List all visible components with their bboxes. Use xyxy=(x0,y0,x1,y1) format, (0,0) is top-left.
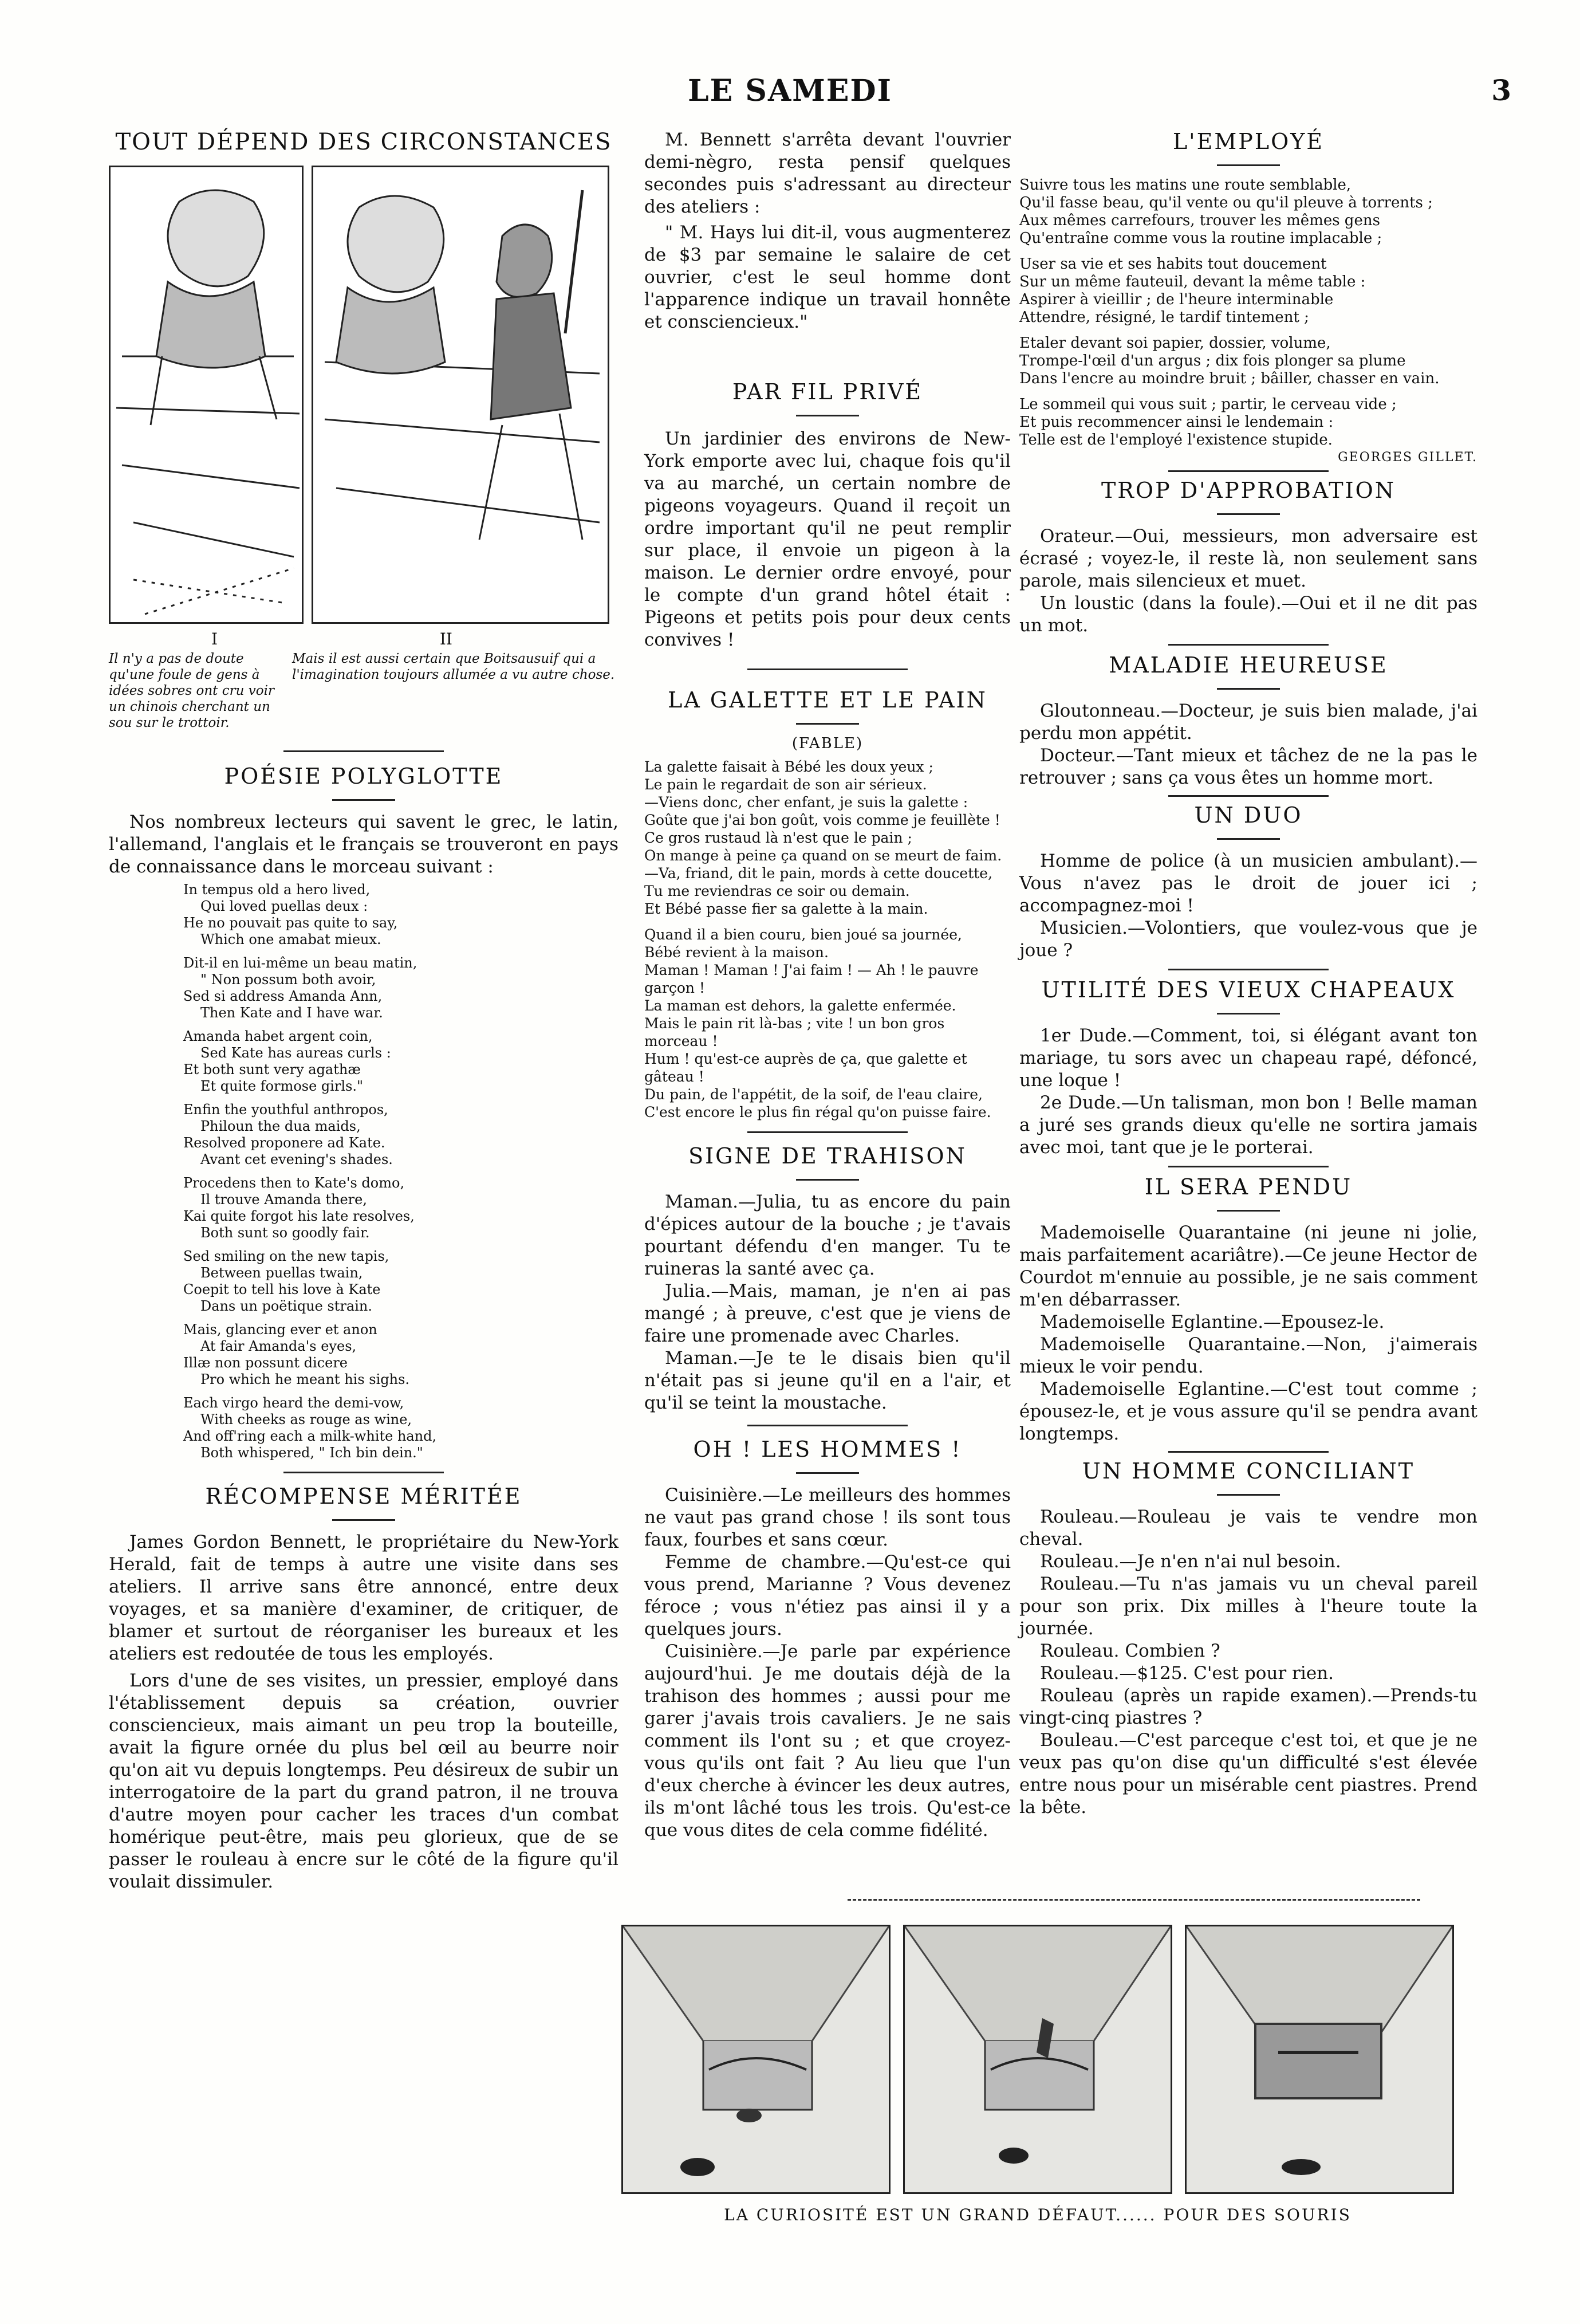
poem-line: Avant cet evening's shades. xyxy=(200,1151,393,1167)
divider xyxy=(747,1131,908,1133)
dialogue-line: Rouleau. Combien ? xyxy=(1040,1641,1220,1661)
divider xyxy=(1168,1451,1329,1453)
verse-line: Hum ! qu'est-ce auprès de ça, que galette et gâteau ! xyxy=(644,1051,967,1085)
poem-line: Coepit to tell his love à Kate xyxy=(183,1281,381,1297)
poem-line: Then Kate and I have war. xyxy=(200,1005,383,1021)
verse-line: Trompe-l'œil d'un argus ; dix fois plonger sa plume xyxy=(1019,352,1406,369)
pendu-paragraph: Mademoiselle Quarantaine (ni jeune ni jolie, mais parfaitement acariâtre).—Ce jeune Hector de Courdot m'ennuie au possible, je ne sais comment m'en débarrasser. xyxy=(1019,1222,1477,1310)
divider xyxy=(1217,688,1280,690)
poem-line: He no pouvait pas quite to say, xyxy=(183,915,398,931)
verse-line: Etaler devant soi papier, dossier, volume, xyxy=(1019,335,1331,352)
dialogue-line: Rouleau.—Tu n'as jamais vu un cheval pareil pour son prix. Dix milles à l'heure toute la journée. xyxy=(1019,1574,1477,1639)
poem-line: Et quite formose girls." xyxy=(200,1078,364,1094)
poem-line: Philoun the dua maids, xyxy=(200,1118,361,1134)
poem-line: Enfin the youthful anthropos, xyxy=(183,1102,388,1118)
maladie-paragraph: Gloutonneau.—Docteur, je suis bien malade, j'ai perdu mon appétit. xyxy=(1019,701,1477,744)
cartoon-panels xyxy=(109,166,618,624)
poem-line: Amanda habet argent coin, xyxy=(183,1028,373,1044)
poem-stanza xyxy=(183,955,618,1021)
poem-line: At fair Amanda's eyes, xyxy=(200,1338,357,1354)
verse-line: Aspirer à vieillir ; de l'heure interminable xyxy=(1019,291,1334,308)
verse-line: Suivre tous les matins une route semblable, xyxy=(1019,176,1352,194)
poem-line: Dit-il en lui-même un beau matin, xyxy=(183,955,417,971)
hommes-paragraph: Cuisinière.—Je parle par expérience aujourd'hui. Je me doutais déjà de la trahison des hommes ; aussi pour me garer j'avais trois cavaliers. Je ne sais comment ils l'ont su ; et que croyez-vous qu'ils ont fait ? Au lieu que l'un d'eux cherche à évincer les deux autres, ils m'ont lâché tous les trois. Qu'est-ce que vous dites de cela comme fidélité. xyxy=(644,1641,1011,1841)
cartoon-title: TOUT DÉPEND DES CIRCONSTANCES xyxy=(115,129,612,155)
employe-title: L'EMPLOYÉ xyxy=(1172,129,1325,154)
divider xyxy=(1217,838,1280,840)
dialogue-line: Bouleau.—C'est parceque c'est toi, et que je ne veux pas qu'on dise qu'un difficulté s'est élevée entre nous pour un misérable cent piastres. Prend la bête. xyxy=(1019,1730,1477,1818)
dialogue-line: Rouleau.—Rouleau je vais te vendre mon cheval. xyxy=(1019,1507,1477,1550)
signe-paragraph: Maman.—Je te le disais bien qu'il n'était pas si jeune qu'il en a l'air, et qu'il se teint la moustache. xyxy=(644,1348,1011,1413)
poem-line: " Non possum both avoir, xyxy=(200,972,376,988)
poem-line: Both sunt so goodly fair. xyxy=(200,1225,370,1241)
divider xyxy=(1168,1166,1329,1167)
poesie-title: POÉSIE POLYGLOTTE xyxy=(224,764,503,789)
caption-2: Mais il est aussi certain que Boitsausuif qui a l'imagination toujours allumée a vu autre chose. xyxy=(292,651,615,682)
cartoon-captions xyxy=(109,651,618,731)
verse-line: Maman ! Maman ! J'ai faim ! — Ah ! le pauvre garçon ! xyxy=(644,962,979,996)
signature: GEORGES GILLET. xyxy=(1338,450,1477,465)
bottom-cartoon-caption: LA CURIOSITÉ EST UN GRAND DÉFAUT...... POUR DES SOURIS xyxy=(724,2205,1352,2224)
trop-title: TROP D'APPROBATION xyxy=(1101,478,1396,503)
bennett-paragraph: M. Bennett s'arrêta devant l'ouvrier demi-nègro, resta pensif quelques secondes puis s'adressant au directeur des ateliers : xyxy=(644,129,1011,217)
verse-line: Goûte que j'ai bon goût, vois comme je feuillète ! xyxy=(644,812,1000,828)
poem-line: Et both sunt very agathæ xyxy=(183,1061,361,1078)
dialogue-line: Rouleau.—$125. C'est pour rien. xyxy=(1040,1663,1334,1684)
divider xyxy=(1168,470,1329,472)
poem-stanza xyxy=(183,1395,618,1461)
verse-line: Bébé revient à la maison. xyxy=(644,944,829,961)
signe-paragraph: Julia.—Mais, maman, je n'en ai pas mangé ; à preuve, c'est que je viens de faire une promenade avec Charles. xyxy=(644,1281,1011,1346)
poem-stanza xyxy=(183,1248,618,1315)
divider xyxy=(1217,1494,1280,1496)
chapeaux-title: UTILITÉ DES VIEUX CHAPEAUX xyxy=(1041,977,1456,1002)
verse-line: Attendre, résigné, le tardif tintement ; xyxy=(1019,309,1309,326)
poem-line: Sed smiling on the new tapis, xyxy=(183,1248,389,1264)
verse-line: C'est encore le plus fin régal qu'on puisse faire. xyxy=(644,1104,991,1120)
verse-line: Telle est de l'employé l'existence stupide. xyxy=(1019,431,1333,449)
divider xyxy=(747,669,908,670)
pendu-title: IL SERA PENDU xyxy=(1144,1174,1353,1200)
divider xyxy=(283,1472,444,1473)
verse-line: Et puis recommencer ainsi le lendemain : xyxy=(1019,414,1334,431)
divider xyxy=(1168,644,1329,646)
divider xyxy=(1217,1013,1280,1014)
dialogue-line: Rouleau (après un rapide examen).—Prends-tu vingt-cinq piastres ? xyxy=(1019,1685,1477,1728)
divider xyxy=(796,1472,859,1474)
poem-line: Pro which he meant his sighs. xyxy=(200,1371,410,1387)
poem-line: Kai quite forgot his late resolves, xyxy=(183,1208,415,1224)
fable-stanza-2 xyxy=(644,926,1011,1121)
mouse-panel-2 xyxy=(903,1925,1172,2194)
galette-title: LA GALETTE ET LE PAIN xyxy=(668,687,987,713)
dialogue-line: Rouleau.—Je n'en n'ai nul besoin. xyxy=(1040,1551,1341,1572)
poem-line: Sed si address Amanda Ann, xyxy=(183,988,383,1004)
divider xyxy=(1168,969,1329,970)
panel-number-2: II xyxy=(439,630,452,648)
verse-line: Du pain, de l'appétit, de la soif, de l'eau claire, xyxy=(644,1086,983,1103)
poem-stanza xyxy=(183,1028,618,1095)
poem-line: Dans un poëtique strain. xyxy=(200,1298,372,1314)
employe-stanza xyxy=(1019,396,1477,449)
verse-line: Tu me reviendras ce soir ou demain. xyxy=(644,883,910,899)
verse-line: Aux mêmes carrefours, trouver les mêmes gens xyxy=(1019,212,1380,229)
divider xyxy=(332,799,395,801)
panel-number-1: I xyxy=(211,630,218,648)
conciliant-title: UN HOMME CONCILIANT xyxy=(1082,1458,1415,1484)
verse-line: User sa vie et ses habits tout doucement xyxy=(1019,255,1327,273)
verse-line: La galette faisait à Bébé les doux yeux ; xyxy=(644,758,933,775)
hommes-paragraph: Cuisinière.—Le meilleurs des hommes ne vaut pas grand chose ! ils sont tous faux, fourbes et sans cœur. xyxy=(644,1485,1011,1550)
employe-stanza xyxy=(1019,335,1477,388)
poem-line: Qui loved puellas deux : xyxy=(200,898,368,914)
verse-line: Qu'il fasse beau, qu'il vente ou qu'il pleuve à torrents ; xyxy=(1019,194,1433,211)
mouse-panel-1 xyxy=(621,1925,891,2194)
verse-line: Et Bébé passe fier sa galette à la main. xyxy=(644,900,928,917)
employe-stanza xyxy=(1019,255,1477,327)
recompense-paragraph: Lors d'une de ses visites, un pressier, employé dans l'établissement depuis sa création, ouvrier consciencieux, mais aimant un peu trop la bouteille, avait la figure ornée du plus bel œil au beurre noir qu'on ait vu depuis longtemps. Peu désireux de subir un interrogatoire de la part du grand patron, il ne trouva d'autre moyen pour cacher les traces d'un combat homérique peut-être, mais peu glorieux, que de se passer le rouleau à encre sur le côté de la figure qu'il voulait dissimuler. xyxy=(109,1670,618,1892)
divider xyxy=(332,1519,395,1521)
fil-title: PAR FIL PRIVÉ xyxy=(732,379,923,404)
poem-stanza xyxy=(183,1102,618,1168)
bennett-paragraph: " M. Hays lui dit-il, vous augmenterez de $3 par semaine le salaire de cet ouvrier, c'est le seul homme dont l'apparence indique un travail honnête et consciencieux." xyxy=(644,222,1011,332)
divider xyxy=(1217,1210,1280,1212)
poem-line: Resolved proponere ad Kate. xyxy=(183,1135,385,1151)
poem-line: Between puellas twain, xyxy=(200,1265,363,1281)
poem-stanza xyxy=(183,1175,618,1241)
chapeaux-paragraph: 2e Dude.—Un talisman, mon bon ! Belle maman a juré ses grands dieux qu'elle ne sortira jamais avec moi, tant que je le porterai. xyxy=(1019,1092,1477,1158)
poem-line: Procedens then to Kate's domo, xyxy=(183,1175,405,1191)
poem-stanza xyxy=(183,1322,618,1388)
divider xyxy=(1217,164,1280,166)
recompense-paragraph: James Gordon Bennett, le propriétaire du New-York Herald, fait de temps à autre une visite dans ses ateliers. Il arrive sans être annoncé, entre deux voyages, et sa manière d'examiner, de critiquer, de blamer et surtout de réorganiser les bureaux et les ateliers est redoutée de tous les employés. xyxy=(109,1532,618,1664)
fable-stanza-1 xyxy=(644,758,1011,918)
divider xyxy=(747,1425,908,1426)
page-number: 3 xyxy=(1491,73,1511,107)
duo-title: UN DUO xyxy=(1194,803,1303,828)
poem-line: Sed Kate has aureas curls : xyxy=(200,1045,391,1061)
poem-line: Illæ non possunt dicere xyxy=(183,1355,348,1371)
poem-line: Il trouve Amanda there, xyxy=(200,1192,367,1208)
fable-label: (FABLE) xyxy=(791,735,864,752)
verse-line: Mais le pain rit là-bas ; vite ! un bon gros morceau ! xyxy=(644,1015,945,1049)
cartoon-panel-2 xyxy=(312,166,609,624)
verse-line: La maman est dehors, la galette enfermée. xyxy=(644,997,956,1014)
divider xyxy=(283,750,444,752)
duo-paragraph: Musicien.—Volontiers, que voulez-vous que je joue ? xyxy=(1019,918,1477,961)
divider xyxy=(796,723,859,725)
poem-line: In tempus old a hero lived, xyxy=(183,882,371,898)
verse-line: Sur un même fauteuil, devant la même table : xyxy=(1019,273,1366,290)
pendu-paragraph: Mademoiselle Quarantaine.—Non, j'aimerais mieux le voir pendu. xyxy=(1019,1334,1477,1377)
signe-title: SIGNE DE TRAHISON xyxy=(688,1143,967,1169)
poem-line: Which one amabat mieux. xyxy=(200,931,381,947)
chapeaux-paragraph: 1er Dude.—Comment, toi, si élégant avant ton mariage, tu sors avec un chapeau rapé, défoncé, une loque ! xyxy=(1019,1025,1477,1091)
divider xyxy=(1168,795,1329,797)
hommes-title: OH ! LES HOMMES ! xyxy=(693,1437,962,1462)
newspaper-title: LE SAMEDI xyxy=(688,73,892,108)
poem-line: Mais, glancing ever et anon xyxy=(183,1322,377,1338)
pendu-paragraph: Mademoiselle Eglantine.—Epousez-le. xyxy=(1040,1312,1385,1332)
verse-line: Ce gros rustaud là n'est que le pain ; xyxy=(644,829,912,846)
verse-line: Dans l'encre au moindre bruit ; bâiller, chasser en vain. xyxy=(1019,370,1440,387)
caption-1: Il n'y a pas de doute qu'une foule de gens à idées sobres ont cru voir un chinois cherchant un sou sur le trottoir. xyxy=(109,651,274,730)
verse-line: Qu'entraîne comme vous la routine implacable ; xyxy=(1019,230,1382,247)
divider xyxy=(1217,513,1280,515)
poem-line: And off'ring each a milk-white hand, xyxy=(183,1428,437,1444)
mouse-cartoon-strip xyxy=(621,1925,1454,2194)
verse-line: On mange à peine ça quand on se meurt de faim. xyxy=(644,847,1002,864)
column-3 xyxy=(1019,129,1477,1819)
verse-line: —Va, friand, dit le pain, mords à cette doucette, xyxy=(644,865,993,882)
dotted-divider xyxy=(848,1899,1420,1901)
column-1 xyxy=(109,129,618,1893)
poem-stanza xyxy=(183,882,618,948)
signe-paragraph: Maman.—Julia, tu as encore du pain d'épices autour de la bouche ; je t'avais pourtant défendu d'en manger. Tu te ruineras la santé avec ça. xyxy=(644,1192,1011,1279)
pendu-paragraph: Mademoiselle Eglantine.—C'est tout comme ; épousez-le, et je vous assure qu'il se pendra avant longtemps. xyxy=(1019,1379,1477,1444)
cartoon-panel-1 xyxy=(109,166,304,624)
mouse-panel-3 xyxy=(1185,1925,1454,2194)
poem-line: Each virgo heard the demi-vow, xyxy=(183,1395,404,1411)
poesie-intro: Nos nombreux lecteurs qui savent le grec, le latin, l'allemand, l'anglais et le français se trouveront en pays de connaissance dans le morceau suivant : xyxy=(109,812,618,877)
divider xyxy=(796,415,859,416)
trop-paragraph: Orateur.—Oui, messieurs, mon adversaire est écrasé ; voyez-le, il reste là, non seulement sans parole, mais silencieux et muet. xyxy=(1019,526,1477,591)
fil-paragraph: Un jardinier des environs de New-York emporte avec lui, chaque fois qu'il va au marché, un certain nombre de pigeons voyageurs. Quand il reçoit un ordre important qu'il ne peut remplir sur place, il envoie un pigeon à la maison. Le dernier ordre envoyé, pour le compte d'un grand hôtel était : Pigeons et petits pois pour deux cents convives ! xyxy=(644,428,1011,650)
conciliant-dialogue xyxy=(1019,1506,1477,1819)
duo-paragraph: Homme de police (à un musicien ambulant).—Vous n'avez pas le droit de jouer ici ; accompagnez-moi ! xyxy=(1019,851,1477,916)
employe-stanza xyxy=(1019,176,1477,247)
poem-line: With cheeks as rouge as wine, xyxy=(200,1411,412,1428)
column-2 xyxy=(644,129,1011,1842)
trop-paragraph: Un loustic (dans la foule).—Oui et il ne dit pas un mot. xyxy=(1019,593,1477,636)
maladie-title: MALADIE HEUREUSE xyxy=(1109,652,1388,678)
poem-stanzas xyxy=(109,882,618,1461)
hommes-paragraph: Femme de chambre.—Qu'est-ce qui vous prend, Marianne ? Vous devenez féroce ; vous n'étiez pas ainsi il y a quelques jours. xyxy=(644,1552,1011,1639)
verse-line: Le sommeil qui vous suit ; partir, le cerveau vide ; xyxy=(1019,396,1397,413)
maladie-paragraph: Docteur.—Tant mieux et tâchez de ne la pas le retrouver ; sans ça vous êtes un homme mort. xyxy=(1019,745,1477,788)
poem-line: Both whispered, " Ich bin dein." xyxy=(200,1445,423,1461)
verse-line: —Viens donc, cher enfant, je suis la galette : xyxy=(644,794,968,811)
recompense-title: RÉCOMPENSE MÉRITÉE xyxy=(205,1484,522,1509)
divider xyxy=(796,1179,859,1181)
verse-line: Le pain le regardait de son air sérieux. xyxy=(644,776,927,793)
verse-line: Quand il a bien couru, bien joué sa journée, xyxy=(644,926,962,943)
panel-numbers xyxy=(109,630,618,648)
